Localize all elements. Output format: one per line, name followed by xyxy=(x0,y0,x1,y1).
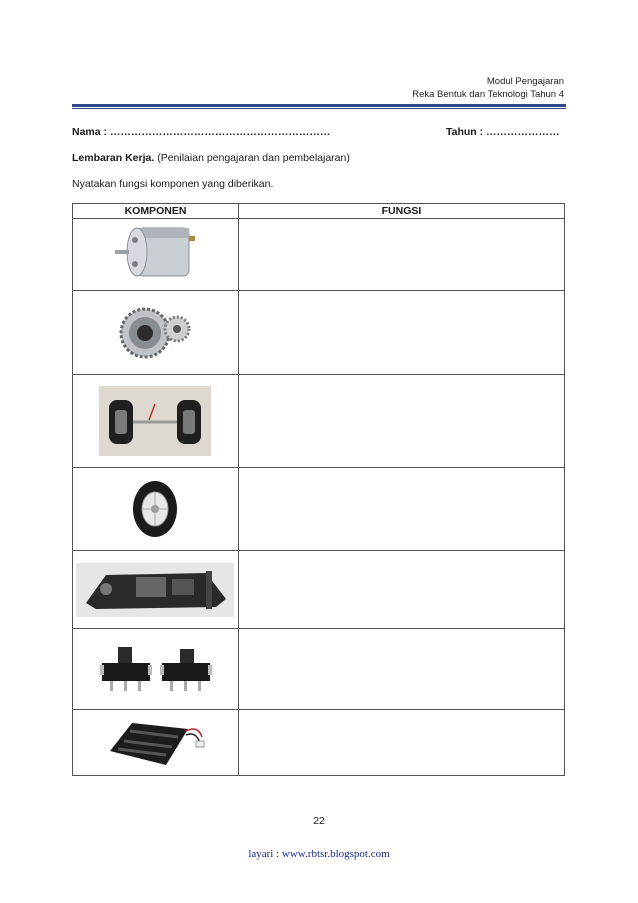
component-cell xyxy=(73,710,239,776)
instruction: Nyatakan fungsi komponen yang diberikan. xyxy=(72,178,274,190)
component-cell xyxy=(73,551,239,629)
table-row xyxy=(73,468,565,551)
table-row xyxy=(73,629,565,710)
component-cell xyxy=(73,219,239,291)
component-cell xyxy=(73,291,239,375)
fungsi-answer-cell[interactable] xyxy=(238,710,564,776)
header-komponen: KOMPONEN xyxy=(73,204,239,219)
fungsi-answer-cell[interactable] xyxy=(238,219,564,291)
header-line-2: Reka Bentuk dan Teknologi Tahun 4 xyxy=(412,89,564,100)
component-table xyxy=(72,203,565,776)
worksheet-title xyxy=(72,152,350,164)
axle-wheels-icon xyxy=(99,386,211,456)
fungsi-answer-cell[interactable] xyxy=(238,375,564,468)
component-cell xyxy=(73,375,239,468)
page-number: 22 xyxy=(313,815,325,827)
header-rule-thin xyxy=(72,108,566,109)
battery-holder-icon xyxy=(102,715,208,771)
table-row xyxy=(73,710,565,776)
table-row xyxy=(73,219,565,291)
tahun-field: Tahun : ………………… xyxy=(446,126,560,138)
footer-link: layari : www.rbtsr.blogspot.com xyxy=(248,848,390,860)
module-header xyxy=(412,75,564,101)
header-fungsi: FUNGSI xyxy=(238,204,564,219)
wheel-icon xyxy=(130,479,180,539)
fungsi-answer-cell[interactable] xyxy=(238,468,564,551)
worksheet-title-rest: (Penilaian pengajaran dan pembelajaran) xyxy=(154,152,350,164)
chassis-icon xyxy=(76,563,234,617)
table-row xyxy=(73,375,565,468)
fungsi-answer-cell[interactable] xyxy=(238,291,564,375)
component-cell xyxy=(73,468,239,551)
header-rule-thick xyxy=(72,104,566,107)
component-cell xyxy=(73,629,239,710)
dc-motor-icon xyxy=(107,222,203,288)
slide-switch-icon xyxy=(96,641,214,697)
fungsi-answer-cell[interactable] xyxy=(238,551,564,629)
worksheet-title-bold: Lembaran Kerja. xyxy=(72,152,155,164)
nama-field: Nama : ……………………………………………………… xyxy=(72,126,331,138)
fungsi-answer-cell[interactable] xyxy=(238,629,564,710)
table-row xyxy=(73,291,565,375)
header-line-1: Modul Pengajaran xyxy=(486,76,564,87)
table-row xyxy=(73,551,565,629)
gear-set-icon xyxy=(115,305,195,361)
